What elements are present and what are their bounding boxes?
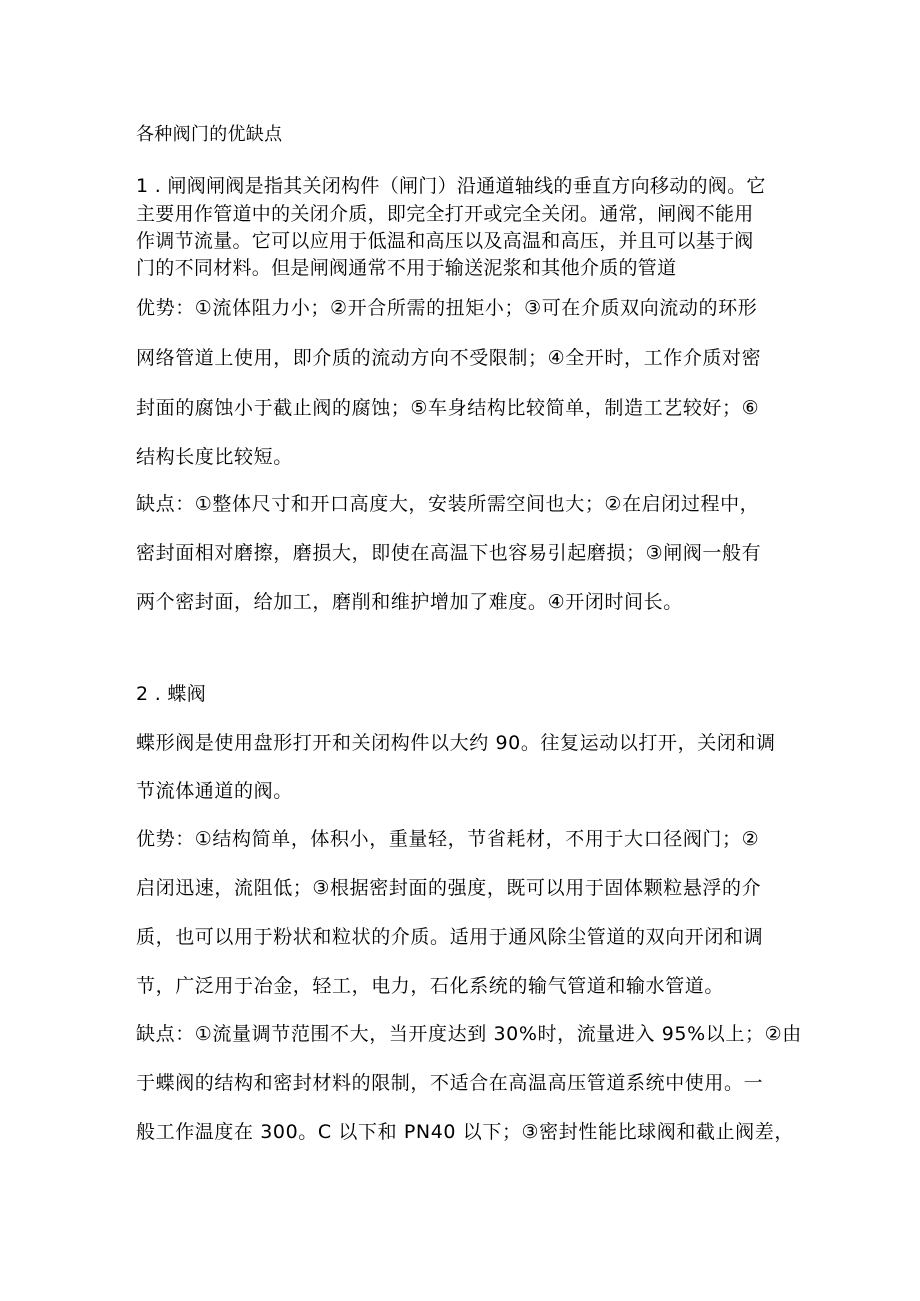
section-1-disadvantages-line-1: 缺点：①整体尺寸和开口高度大，安装所需空间也大；②在启闭过程中， xyxy=(136,493,760,515)
section-2-advantages-line-3: 质，也可以用于粉状和粒状的介质。适用于通风除尘管道的双向开闭和调 xyxy=(136,926,764,948)
section-2-advantages-line-1: 优势：①结构简单，体积小，重量轻，节省耗材，不用于大口径阀门；② xyxy=(136,828,760,850)
section-2-advantages-line-4: 节，广泛用于冶金，轻工，电力，石化系统的输气管道和输水管道。 xyxy=(136,975,725,997)
section-1-advantages-line-2: 网络管道上使用，即介质的流动方向不受限制；④全开时，工作介质对密 xyxy=(136,347,762,369)
section-2-disadvantages-line-1: 缺点：①流量调节范围不大，当开度达到 30%时，流量进入 95%以上；②由 xyxy=(136,1023,802,1045)
section-1-advantages-line-4: 结构长度比较短。 xyxy=(136,446,293,468)
section-1-disadvantages-line-3: 两个密封面，给加工，磨削和维护增加了难度。④开闭时间长。 xyxy=(136,591,683,613)
section-2-description-line-2: 节流体通道的阀。 xyxy=(136,780,293,802)
section-2-disadvantages-line-3: 般工作温度在 300。C 以下和 PN40 以下；③密封性能比球阀和截止阀差， xyxy=(136,1121,794,1143)
section-1-heading-line-1: 1 . 闸阀闸阀是指其关闭构件（闸门）沿通道轴线的垂直方向移动的阀。它 xyxy=(136,175,766,197)
section-1-disadvantages-line-2: 密封面相对磨擦，磨损大，即使在高温下也容易引起磨损；③闸阀一般有 xyxy=(136,542,762,564)
section-1-heading-line-2: 主要用作管道中的关闭介质，即完全打开或完全关闭。通常，闸阀不能用 xyxy=(136,203,754,225)
section-2-description-line-1: 蝶形阀是使用盘形打开和关闭构件以大约 90。往复运动以打开，关闭和调 xyxy=(136,732,776,754)
document-title: 各种阀门的优缺点 xyxy=(136,124,283,145)
section-1-heading-line-3: 作调节流量。它可以应用于低温和高压以及高温和高压，并且可以基于阀 xyxy=(136,230,754,252)
section-2-disadvantages-line-2: 于蝶阀的结构和密封材料的限制，不适合在高温高压管道系统中使用。一 xyxy=(136,1072,764,1094)
section-1-advantages-line-1: 优势：①流体阻力小；②开合所需的扭矩小；③可在介质双向流动的环形 xyxy=(136,297,758,319)
section-2-heading: 2 . 蝶阀 xyxy=(136,683,207,705)
section-1-heading-line-4: 门的不同材料。但是闸阀通常不用于输送泥浆和其他介质的管道 xyxy=(136,257,677,279)
section-2-advantages-line-2: 启闭迅速，流阻低；③根据密封面的强度，既可以用于固体颗粒悬浮的介 xyxy=(136,877,762,899)
section-1-advantages-line-3: 封面的腐蚀小于截止阀的腐蚀；⑤车身结构比较简单，制造工艺较好；⑥ xyxy=(136,397,760,419)
